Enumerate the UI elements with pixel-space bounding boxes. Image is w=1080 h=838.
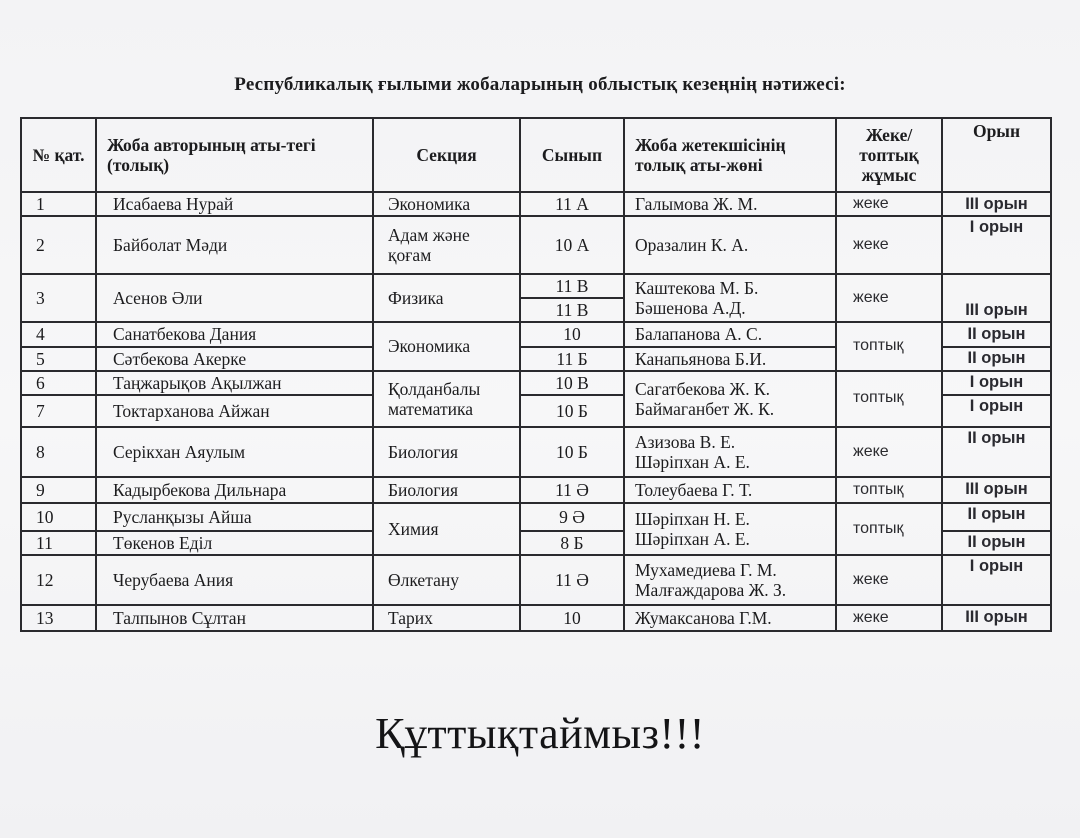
row-type: жеке: [836, 427, 942, 477]
row-num: 6: [21, 371, 96, 395]
row-author: Русланқызы Айша: [96, 503, 373, 531]
row-supervisor: [624, 216, 836, 274]
row-place: I орын: [942, 371, 1051, 395]
row-class: 9 Ә: [520, 503, 624, 531]
row-num: 7: [21, 395, 96, 427]
row-supervisor: [624, 322, 836, 346]
row-class: 11 Ә: [520, 477, 624, 503]
row-place: II орын: [942, 322, 1051, 346]
row-supervisor: [624, 605, 836, 631]
row-place: II орын: [942, 427, 1051, 477]
row-section: Адам және қоғам: [373, 216, 520, 274]
row-place: II орын: [942, 531, 1051, 555]
row-author: Исабаева Нурай: [96, 192, 373, 216]
row-supervisor: [624, 555, 836, 605]
supervisor-name: Галымова Ж. М.: [635, 194, 758, 214]
row-num: 1: [21, 192, 96, 216]
row-author: Сәтбекова Акерке: [96, 347, 373, 371]
row-class: 11 Б: [520, 347, 624, 371]
row-num: 13: [21, 605, 96, 631]
row-author: Серікхан Аяулым: [96, 427, 373, 477]
row-author: Токтарханова Айжан: [96, 395, 373, 427]
supervisor-name: Азизова В. Е.: [635, 431, 736, 452]
header-author: Жоба авторының аты-тегі (толық): [96, 118, 373, 192]
row-class: 10 В: [520, 371, 624, 395]
supervisor-name: Шәріпхан Н. Е.: [635, 508, 750, 529]
row-class: 8 Б: [520, 531, 624, 555]
row-author: Байболат Мәди: [96, 216, 373, 274]
table-row: [21, 216, 1051, 274]
row-section: Қолданбалы математика: [373, 371, 520, 427]
table-header-row: [21, 118, 1051, 192]
header-num: № қат.: [21, 118, 96, 192]
header-section: Секция: [373, 118, 520, 192]
row-author: Таңжарықов Ақылжан: [96, 371, 373, 395]
row-section: Химия: [373, 503, 520, 555]
row-place: III орын: [942, 274, 1051, 322]
row-class: 10 Б: [520, 427, 624, 477]
row-type: топтық: [836, 371, 942, 427]
row-class: 10: [520, 322, 624, 346]
row-section: Өлкетану: [373, 555, 520, 605]
row-place: I орын: [942, 216, 1051, 274]
table-row: [21, 477, 1051, 503]
row-place: III орын: [942, 605, 1051, 631]
row-author: Талпынов Сұлтан: [96, 605, 373, 631]
row-class: 11 А: [520, 192, 624, 216]
row-place: III орын: [942, 192, 1051, 216]
row-class: 10 Б: [520, 395, 624, 427]
document-title: Республикалық ғылыми жобаларының облыстық кезеңнің нәтижесі:: [234, 74, 846, 95]
row-place: I орын: [942, 555, 1051, 605]
row-num: 10: [21, 503, 96, 531]
row-type: топтық: [836, 322, 942, 370]
row-author: Төкенов Еділ: [96, 531, 373, 555]
table-row: [21, 371, 1051, 395]
supervisor-name: Балапанова А. С.: [635, 324, 763, 345]
table-row: [21, 503, 1051, 531]
row-section: Биология: [373, 477, 520, 503]
row-author: Асенов Әли: [96, 274, 373, 322]
supervisor-name: Каштекова М. Б.: [635, 278, 759, 299]
header-supervisor: Жоба жетекшісінің толық аты-жөні: [624, 118, 836, 192]
row-supervisor: [624, 274, 836, 322]
row-supervisor: [624, 427, 836, 477]
row-num: 9: [21, 477, 96, 503]
row-section: Физика: [373, 274, 520, 322]
supervisor-name: Канапьянова Б.И.: [635, 348, 767, 369]
row-supervisor: [624, 347, 836, 371]
row-supervisor: [624, 503, 836, 555]
row-section: Тарих: [373, 605, 520, 631]
supervisor-name: Бәшенова А.Д.: [635, 298, 746, 319]
header-type: Жеке/ топтық жұмыс: [836, 118, 942, 192]
row-supervisor: [624, 371, 836, 427]
row-class: 10: [520, 605, 624, 631]
row-type: топтық: [836, 477, 942, 503]
row-class: 10 А: [520, 216, 624, 274]
supervisor-name: Шәріпхан А. Е.: [635, 528, 750, 549]
row-type: жеке: [836, 274, 942, 322]
table-row: [21, 274, 1051, 298]
row-section: Биология: [373, 427, 520, 477]
supervisor-name: Шәріпхан А. Е.: [635, 451, 750, 472]
row-section: Экономика: [373, 192, 520, 216]
row-num: 8: [21, 427, 96, 477]
row-supervisor: [624, 477, 836, 503]
header-place: Орын: [942, 118, 1051, 192]
table-row: [21, 427, 1051, 477]
header-class: Сынып: [520, 118, 624, 192]
row-author: Санатбекова Дания: [96, 322, 373, 346]
row-num: 5: [21, 347, 96, 371]
row-type: жеке: [836, 192, 942, 216]
row-num: 2: [21, 216, 96, 274]
supervisor-name: Оразалин К. А.: [635, 235, 749, 256]
row-place: II орын: [942, 503, 1051, 531]
table-row: [21, 192, 1051, 216]
congratulations-text: Құттықтаймыз!!!: [375, 709, 705, 758]
supervisor-name: Сагатбекова Ж. К.: [635, 378, 771, 399]
row-class: 11 В: [520, 274, 624, 298]
table-row: [21, 322, 1051, 346]
table-row: [21, 605, 1051, 631]
row-supervisor: [624, 192, 836, 216]
supervisor-name: Толеубаева Г. Т.: [635, 479, 753, 500]
supervisor-name: Баймаганбет Ж. К.: [635, 398, 775, 419]
row-num: 11: [21, 531, 96, 555]
supervisor-name: Жумаксанова Г.М.: [635, 607, 772, 628]
row-type: жеке: [836, 605, 942, 631]
row-num: 12: [21, 555, 96, 605]
row-place: I орын: [942, 395, 1051, 427]
row-author: Кадырбекова Дильнара: [96, 477, 373, 503]
results-table: [20, 117, 1052, 632]
row-place: III орын: [942, 477, 1051, 503]
row-type: жеке: [836, 555, 942, 605]
supervisor-name: Мухамедиева Г. М.: [635, 559, 777, 580]
row-num: 3: [21, 274, 96, 322]
table-row: [21, 555, 1051, 605]
supervisor-name: Малғаждарова Ж. З.: [635, 579, 787, 600]
row-class: 11 В: [520, 298, 624, 322]
row-type: топтық: [836, 503, 942, 555]
row-type: жеке: [836, 216, 942, 274]
row-place: II орын: [942, 347, 1051, 371]
row-section: Экономика: [373, 322, 520, 370]
row-num: 4: [21, 322, 96, 346]
row-class: 11 Ә: [520, 555, 624, 605]
row-author: Черубаева Ания: [96, 555, 373, 605]
